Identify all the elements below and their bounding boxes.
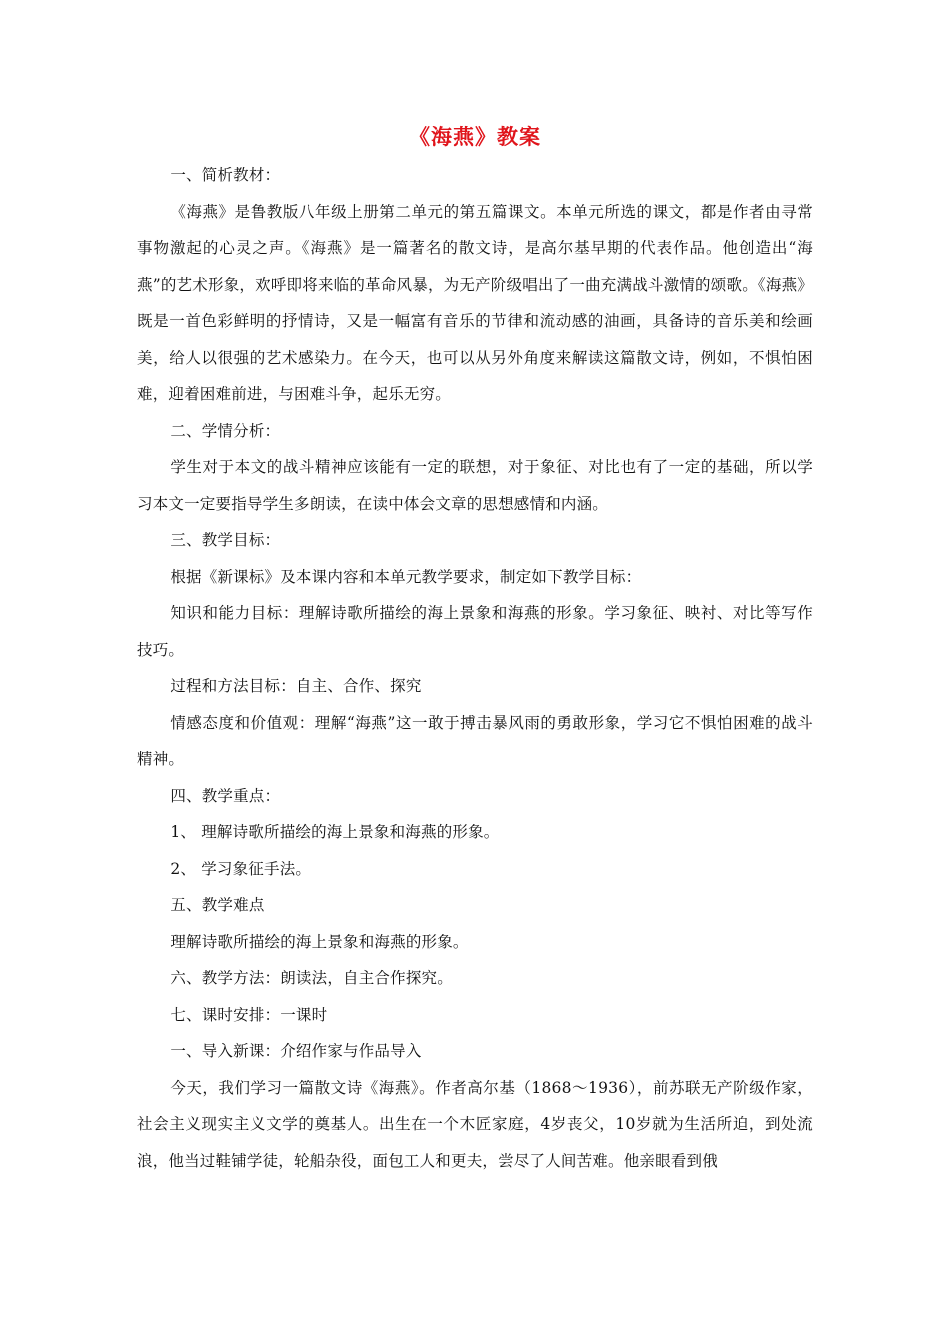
section-heading-intro: 一、导入新课：介绍作家与作品导入: [170, 1042, 422, 1060]
section-heading-5: 五、教学难点: [170, 896, 265, 914]
section-heading-7: 七、课时安排：一课时: [170, 1005, 328, 1024]
section-heading-1: 一、简析教材：: [170, 166, 281, 184]
document-body: [137, 157, 813, 1179]
document-title: 《海燕》教案: [409, 124, 541, 149]
paragraph-student-analysis: 学生对于本文的战斗精神应该能有一定的联想，对于象征、对比也有了一定的基础，所以学习本文一定要指导学生多朗读，在读中体会文章的思想感情和内涵。: [137, 458, 813, 513]
section-heading-6: 六、教学方法：朗读法，自主合作探究。: [170, 969, 453, 987]
paragraph-objective-process: 过程和方法目标：自主、合作、探究: [170, 677, 422, 695]
list-item-key-2: 2、 学习象征手法。: [170, 859, 312, 878]
paragraph-textbook-analysis: 《海燕》是鲁教版八年级上册第二单元的第五篇课文。本单元所选的课文，都是作者由寻常事物激起的心灵之声。《海燕》是一篇著名的散文诗，是高尔基早期的代表作品。他创造出“海燕”的艺术形象，欢呼即将来临的革命风暴，为无产阶级唱出了一曲充满战斗激情的颂歌。《海燕》既是一首色彩鲜明的抒情诗，又是一幅富有音乐的节律和流动感的油画，具备诗的音乐美和绘画美，给人以很强的艺术感染力。在今天，也可以从另外角度来解读这篇散文诗，例如，不惧怕困难，迎着困难前进，与困难斗争，起乐无穷。: [137, 202, 813, 403]
section-heading-3: 三、教学目标：: [170, 531, 281, 549]
list-item-key-1: 1、 理解诗歌所描绘的海上景象和海燕的形象。: [170, 823, 500, 841]
paragraph-objectives-intro: 根据《新课标》及本课内容和本单元教学要求，制定如下教学目标：: [170, 567, 642, 586]
paragraph-difficulty: 理解诗歌所描绘的海上景象和海燕的形象。: [170, 932, 469, 951]
paragraph-objective-knowledge: 知识和能力目标：理解诗歌所描绘的海上景象和海燕的形象。学习象征、映衬、对比等写作技巧。: [137, 604, 813, 659]
paragraph-author-intro: 今天，我们学习一篇散文诗《海燕》。作者高尔基（1868～1936），前苏联无产阶级作家，社会主义现实主义文学的奠基人。出生在一个木匠家庭，4岁丧父，10岁就为生活所迫，到处流浪，他当过鞋铺学徒，轮船杂役，面包工人和更夫，尝尽了人间苦难。他亲眼看到俄: [137, 1078, 813, 1170]
paragraph-objective-emotion: 情感态度和价值观：理解“海燕”这一敢于搏击暴风雨的勇敢形象，学习它不惧怕困难的战斗精神。: [137, 713, 813, 768]
section-heading-2: 二、学情分析：: [170, 421, 281, 440]
section-heading-4: 四、教学重点：: [170, 786, 281, 805]
